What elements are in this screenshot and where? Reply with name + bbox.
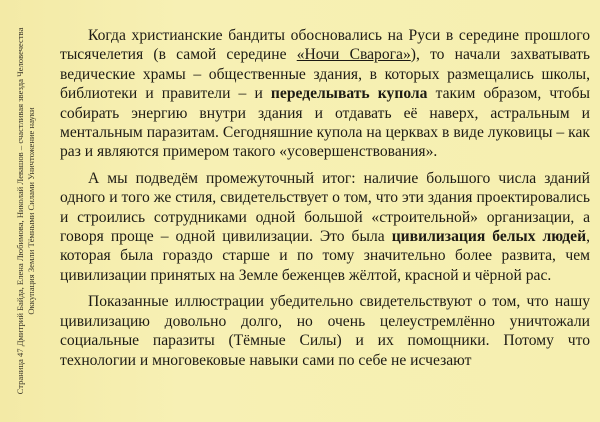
side-caption	[4, 0, 46, 422]
side-caption-line-2: Оккупация Земли Тёмными Силами Уничтожение науки	[26, 107, 36, 315]
paragraph-2	[60, 169, 590, 285]
paragraph-1	[60, 26, 590, 162]
nochi-svaroga-link[interactable]: «Ночи Сварога»	[296, 46, 411, 64]
paragraph-3: Показанные иллюстрации убедительно свидетельствуют о том, что нашу цивилизацию довольно долго, но очень целеустремлённо уничтожали социальные паразиты (Тёмные Силы) и их помощники. Потому что технологии и многовековые навыки сами по себе не исчезают	[60, 293, 590, 369]
paragraph-1-bold: переделывать купола	[270, 85, 428, 103]
paragraph-1-part-2: ), то начали захватывать ведические храмы – общественные здания, в которых размещались школы, библиотеки и правители – и	[60, 46, 591, 103]
paragraph-2-part-2: , которая была гораздо старше и по тому значительно более развита, чем цивилизации принятых на Земле беженцев жёлтой, красной и чёрной рас.	[60, 228, 590, 284]
paragraph-2-bold: цивилизация белых людей	[391, 228, 587, 246]
paragraph-1-part-1: Когда христианские бандиты обосновались на Руси в середине прошлого тысячелетия (в самой середине	[60, 27, 590, 64]
side-caption-line-1: Страница 47 Дмитрий Байда, Елена Любимова, Николай Левашов – счастливая звезда Человечества	[15, 27, 25, 395]
paragraph-1-part-3: таким образом, чтобы собирать энергию внутри здания и отдавать её наверх, астральным и ментальным паразитам. Сегодняшние купола на церквах в виде луковицы – как раз и являются примером такого «усовершенствования».	[60, 85, 590, 161]
document-body	[60, 26, 590, 370]
paragraph-2-part-1: А мы подведём промежуточный итог: наличие большого числа зданий одного и того же стиля, свидетельствует о том, что эти здания проектировались и строились сотрудниками одной большой «строительной» организации, а говоря проще – одной цивилизации. Это была	[60, 169, 590, 246]
